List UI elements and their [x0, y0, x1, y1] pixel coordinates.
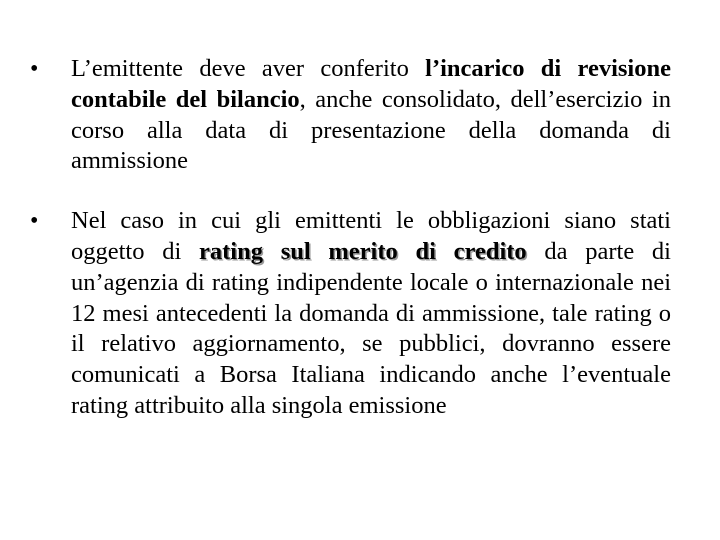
- bullet-text-emphasis: rating sul merito di credito: [199, 237, 527, 265]
- bullet-list: [30, 54, 671, 451]
- bullet-text-bold: l’incarico di revisione contabile del bilancio: [71, 55, 671, 113]
- bullet-text: L’emittente deve aver conferito: [71, 55, 426, 82]
- bullet-icon: •: [30, 208, 39, 235]
- bullet-item-rating: [30, 206, 671, 422]
- bullet-text: Nel caso in cui gli emittenti le obbligazioni siano stati oggetto di: [71, 207, 671, 265]
- bullet-text: , anche consolidato, dell’esercizio in corso alla data di presentazione della domanda di ammissione: [71, 85, 671, 175]
- bullet-text: da parte di un’agenzia di rating indipendente locale o internazionale nei 12 mesi antecedenti la domanda di ammissione, tale rating o il relativo aggiornamento, se pubblici, dovranno essere comunicati a Borsa Italiana indicando anche l’eventuale rating attribuito alla singola emissione: [71, 237, 671, 419]
- bullet-item-revisione: [30, 54, 671, 177]
- bullet-icon: •: [30, 56, 39, 82]
